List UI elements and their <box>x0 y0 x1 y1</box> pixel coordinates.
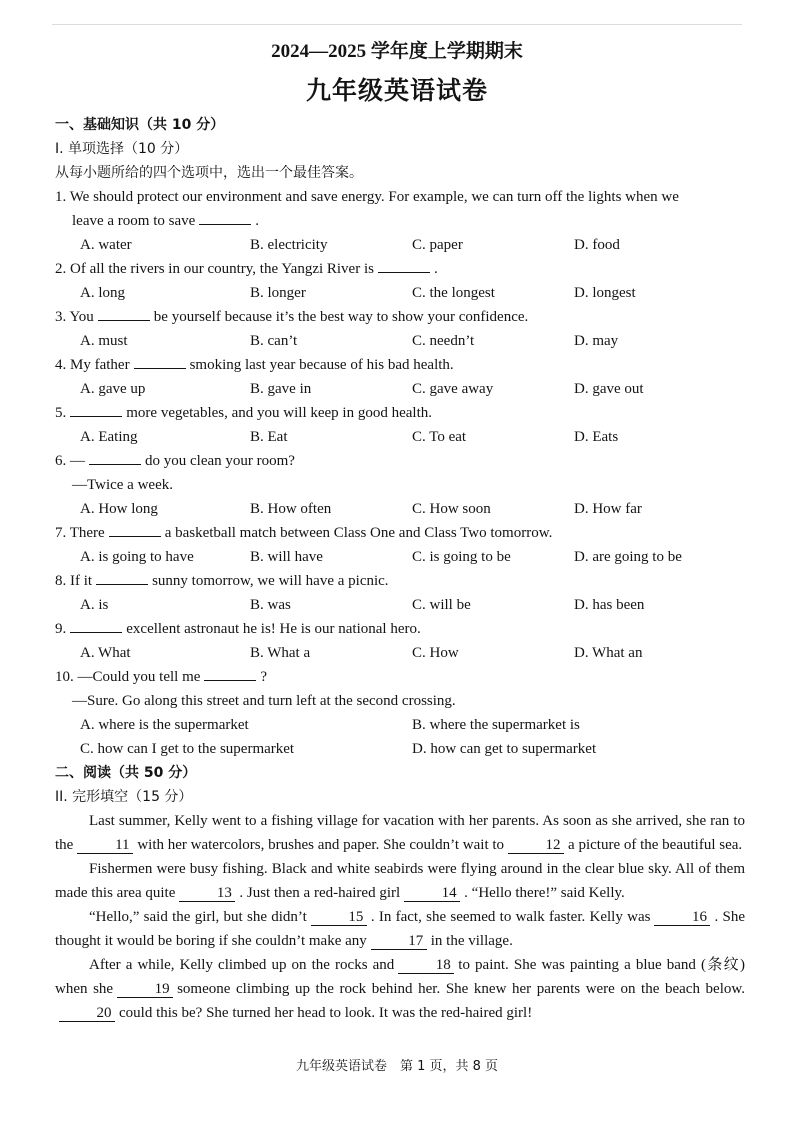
cloze-blank-17: 17 <box>371 934 427 950</box>
cloze-paragraph-2: Fishermen were busy fishing. Black and white seabirds were flying around in the clear blue sky. All of them made this area quite 13 . Just then a red-haired girl 14 . “Hello there!” said Kelly. <box>55 861 745 901</box>
option-d: D. How far <box>574 501 642 517</box>
question-stem: 8. If it sunny tomorrow, we will have a picnic. <box>55 569 745 593</box>
option-a: A. gave up <box>80 381 146 397</box>
option-b: B. was <box>250 597 291 613</box>
options-row <box>55 377 745 401</box>
option-c: C. gave away <box>412 381 494 397</box>
question-stem: 10. —Could you tell me ? <box>55 665 745 689</box>
cloze-blank-14: 14 <box>404 886 460 902</box>
answer-blank <box>96 570 148 585</box>
option-c: C. needn’t <box>412 333 475 349</box>
option-d: D. may <box>574 333 619 349</box>
subsection-cloze: II. 完形填空（15 分） <box>55 789 193 805</box>
option-a: A. is <box>80 597 109 613</box>
question-5 <box>55 401 745 449</box>
page-footer: 九年级英语试卷 第 1 页，共 8 页 <box>295 1059 499 1074</box>
question-stem: 4. My father smoking last year because of his bad health. <box>55 353 745 377</box>
question-8 <box>55 569 745 617</box>
question-stem: 6. — do you clean your room? <box>55 449 745 473</box>
options-row <box>55 593 745 617</box>
option-c: C. how can I get to the supermarket <box>80 741 295 757</box>
question-9 <box>55 617 745 665</box>
option-c: C. How soon <box>412 501 491 517</box>
cloze-blank-11: 11 <box>77 838 133 854</box>
option-d: D. longest <box>574 285 636 301</box>
exam-year-title: 2024—2025 学年度上学期期末 <box>271 41 523 62</box>
options-row <box>55 545 745 569</box>
question-4 <box>55 353 745 401</box>
answer-blank <box>109 522 161 537</box>
options-row <box>55 425 745 449</box>
exam-content <box>55 113 745 1025</box>
option-c: C. is going to be <box>412 549 511 565</box>
question-7 <box>55 521 745 569</box>
option-a: A. is going to have <box>80 549 194 565</box>
option-c: C. the longest <box>412 285 495 301</box>
option-b: B. gave in <box>250 381 312 397</box>
options-row <box>55 737 745 761</box>
option-d: D. are going to be <box>574 549 682 565</box>
cloze-blank-18: 18 <box>398 958 454 974</box>
option-a: A. must <box>80 333 128 349</box>
question-1 <box>55 185 745 257</box>
cloze-paragraph-1: Last summer, Kelly went to a fishing village for vacation with her parents. As soon as she arrived, she ran to the 11 with her watercolors, brushes and paper. She couldn’t wait to 12 a picture of the beautiful sea. <box>55 813 745 853</box>
option-c: C. will be <box>412 597 471 613</box>
cloze-blank-20: 20 <box>59 1006 115 1022</box>
cloze-paragraph-4: After a while, Kelly climbed up on the rocks and 18 to paint. She was painting a blue band (条纹) when she 19 someone climbing up the rock behind her. She knew her parents were on the beach below.20 could this be? She turned her head to look. It was the red-haired girl! <box>55 957 746 1021</box>
option-b: B. can’t <box>250 333 298 349</box>
answer-blank <box>70 618 122 633</box>
question-reply: —Twice a week. <box>72 477 173 493</box>
cloze-paragraph-3: “Hello,” said the girl, but she didn’t 15 . In fact, she seemed to walk faster. Kelly was 16 . She thought it would be boring if she couldn’t make any 17 in the village. <box>55 909 745 949</box>
section-heading-reading: 二、阅读（共 50 分） <box>55 765 197 781</box>
answer-blank <box>134 354 186 369</box>
options-row <box>55 329 745 353</box>
option-d: D. gave out <box>574 381 644 397</box>
top-divider <box>52 24 742 25</box>
answer-blank <box>378 258 430 273</box>
question-stem: 7. There a basketball match between Class One and Class Two tomorrow. <box>55 521 745 545</box>
answer-blank <box>199 210 251 225</box>
question-6 <box>55 449 745 521</box>
cloze-blank-12: 12 <box>508 838 564 854</box>
cloze-blank-19: 19 <box>117 982 173 998</box>
option-b: B. What a <box>250 645 311 661</box>
option-d: D. has been <box>574 597 645 613</box>
options-row <box>55 497 745 521</box>
option-b: B. longer <box>250 285 306 301</box>
question-stem-cont: leave a room to save . <box>55 209 745 233</box>
exam-subject-title: 九年级英语试卷 <box>305 76 488 105</box>
option-b: B. How often <box>250 501 332 517</box>
cloze-blank-15: 15 <box>311 910 367 926</box>
option-d: D. food <box>574 237 620 253</box>
option-b: B. will have <box>250 549 323 565</box>
question-reply: —Sure. Go along this street and turn left at the second crossing. <box>72 693 456 709</box>
answer-blank <box>204 666 256 681</box>
options-row <box>55 233 745 257</box>
instruction-text: 从每小题所给的四个选项中，选出一个最佳答案。 <box>55 165 363 181</box>
question-stem: 2. Of all the rivers in our country, the Yangzi River is . <box>55 257 745 281</box>
subsection-multiple-choice: I. 单项选择（10 分） <box>55 141 189 157</box>
question-stem: 9. excellent astronaut he is! He is our national hero. <box>55 617 745 641</box>
option-d: D. how can get to supermarket <box>412 741 597 757</box>
question-10 <box>55 665 745 761</box>
cloze-blank-13: 13 <box>179 886 235 902</box>
option-a: A. long <box>80 285 125 301</box>
cloze-blank-16: 16 <box>654 910 710 926</box>
answer-blank <box>70 402 122 417</box>
option-b: B. where the supermarket is <box>412 717 580 733</box>
options-row <box>55 641 745 665</box>
question-2 <box>55 257 745 305</box>
option-d: D. What an <box>574 645 643 661</box>
option-c: C. To eat <box>412 429 467 445</box>
option-a: A. water <box>80 237 132 253</box>
option-a: A. What <box>80 645 131 661</box>
option-a: A. where is the supermarket <box>80 717 249 733</box>
option-c: C. How <box>412 645 459 661</box>
option-a: A. Eating <box>80 429 138 445</box>
option-b: B. Eat <box>250 429 288 445</box>
question-stem: 3. You be yourself because it’s the best way to show your confidence. <box>55 305 745 329</box>
option-b: B. electricity <box>250 237 328 253</box>
option-a: A. How long <box>80 501 158 517</box>
section-heading-basic: 一、基础知识（共 10 分） <box>55 117 225 133</box>
option-c: C. paper <box>412 237 463 253</box>
question-3 <box>55 305 745 353</box>
question-stem: 1. We should protect our environment and save energy. For example, we can turn off the lights when we <box>55 189 679 205</box>
question-stem: 5. more vegetables, and you will keep in good health. <box>55 401 745 425</box>
answer-blank <box>89 450 141 465</box>
options-row <box>55 713 745 737</box>
options-row <box>55 281 745 305</box>
option-d: D. Eats <box>574 429 619 445</box>
answer-blank <box>98 306 150 321</box>
